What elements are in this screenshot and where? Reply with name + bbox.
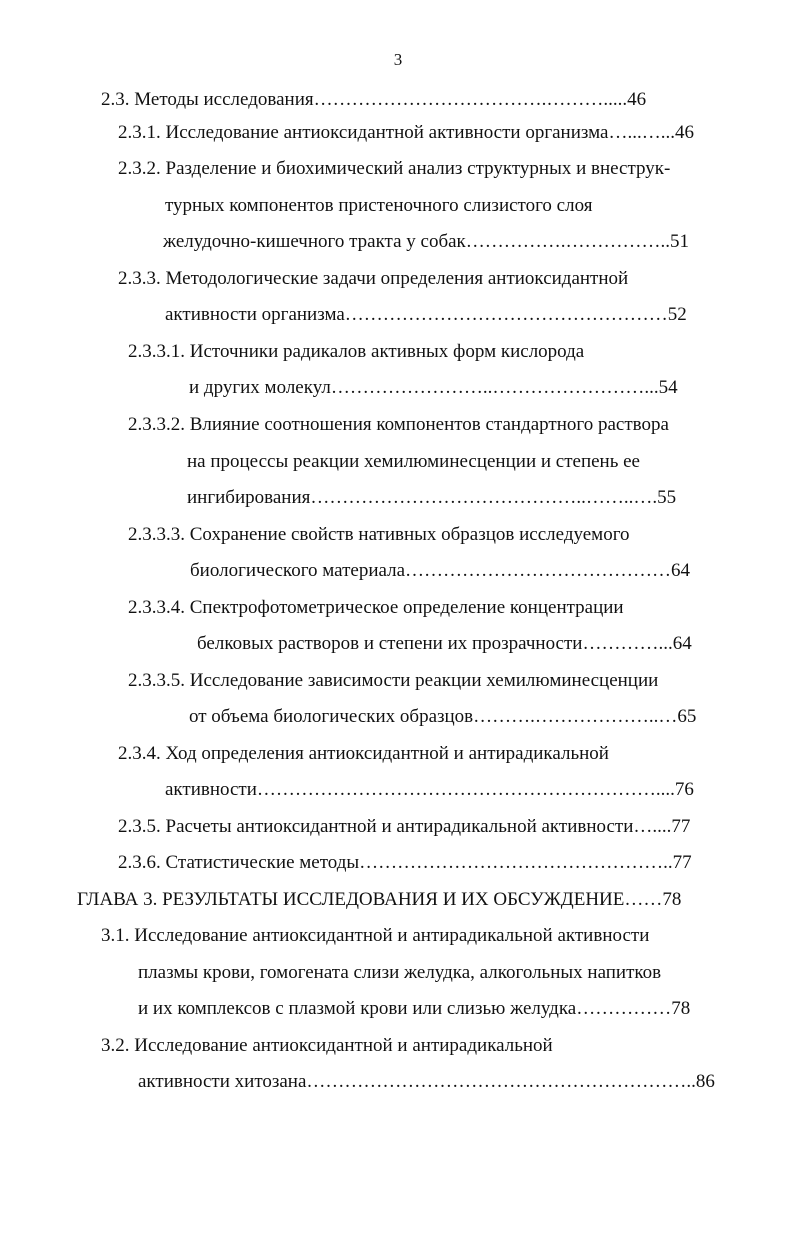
toc-entry: 2.3.6. Статистические методы…………………………………………..77 bbox=[118, 852, 692, 873]
toc-entry-continuation: турных компонентов пристеночного слизистого слоя bbox=[165, 195, 593, 216]
toc-entry-continuation: активности организма……………………………………………52 bbox=[165, 304, 687, 325]
toc-entry: 2.3.3.5. Исследование зависимости реакции хемилюминесценции bbox=[128, 670, 659, 691]
page-number: 3 bbox=[393, 50, 403, 69]
toc-entry-continuation: и других молекул……………………..……………………...54 bbox=[189, 377, 678, 398]
toc-entry-continuation: белковых растворов и степени их прозрачности…………...64 bbox=[197, 633, 692, 654]
toc-entry: 2.3.2. Разделение и биохимический анализ структурных и внеструк- bbox=[118, 158, 671, 179]
toc-entry-continuation: плазмы крови, гомогената слизи желудка, алкогольных напитков bbox=[138, 962, 662, 983]
toc-entry-continuation: желудочно-кишечного тракта у собак…………….……………..51 bbox=[163, 231, 690, 252]
toc-entry-continuation: от объема биологических образцов……….………………..…65 bbox=[189, 706, 697, 727]
toc-entry: 2.3.3. Методологические задачи определения антиоксидантной bbox=[118, 268, 629, 289]
toc-entry: 2.3.1. Исследование антиоксидантной активности организма…...…...46 bbox=[118, 122, 694, 143]
toc-entry: 2.3.3.3. Сохранение свойств нативных образцов исследуемого bbox=[128, 524, 630, 545]
toc-entry: 2.3.5. Расчеты антиоксидантной и антирадикальной активности…....77 bbox=[118, 816, 691, 837]
toc-entry: 2.3. Методы исследования……………………………….……….....46 bbox=[101, 89, 647, 110]
toc-entry-continuation: на процессы реакции хемилюминесценции и степень ее bbox=[187, 451, 640, 472]
toc-entry-continuation: активности хитозана……………………………………………………..86 bbox=[138, 1071, 715, 1092]
toc-entry: 3.2. Исследование антиоксидантной и антирадикальной bbox=[101, 1035, 553, 1056]
toc-chapter-heading: ГЛАВА 3. РЕЗУЛЬТАТЫ ИССЛЕДОВАНИЯ И ИХ ОБСУЖДЕНИЕ……78 bbox=[77, 889, 682, 910]
toc-entry-continuation: активности………………………………………………………....76 bbox=[165, 779, 694, 800]
toc-entry: 3.1. Исследование антиоксидантной и антирадикальной активности bbox=[101, 925, 650, 946]
toc-entry: 2.3.4. Ход определения антиоксидантной и антирадикальной bbox=[118, 743, 609, 764]
toc-entry-continuation: и их комплексов с плазмой крови или слизью желудка……………78 bbox=[138, 998, 691, 1019]
toc-entry-continuation: биологического материала……………………………………64 bbox=[190, 560, 691, 581]
toc-entry: 2.3.3.2. Влияние соотношения компонентов стандартного раствора bbox=[128, 414, 669, 435]
toc-entry: 2.3.3.4. Спектрофотометрическое определение концентрации bbox=[128, 597, 624, 618]
toc-entry-continuation: ингибирования……………………………………..……..….55 bbox=[187, 487, 677, 508]
toc-entry: 2.3.3.1. Источники радикалов активных форм кислорода bbox=[128, 341, 585, 362]
